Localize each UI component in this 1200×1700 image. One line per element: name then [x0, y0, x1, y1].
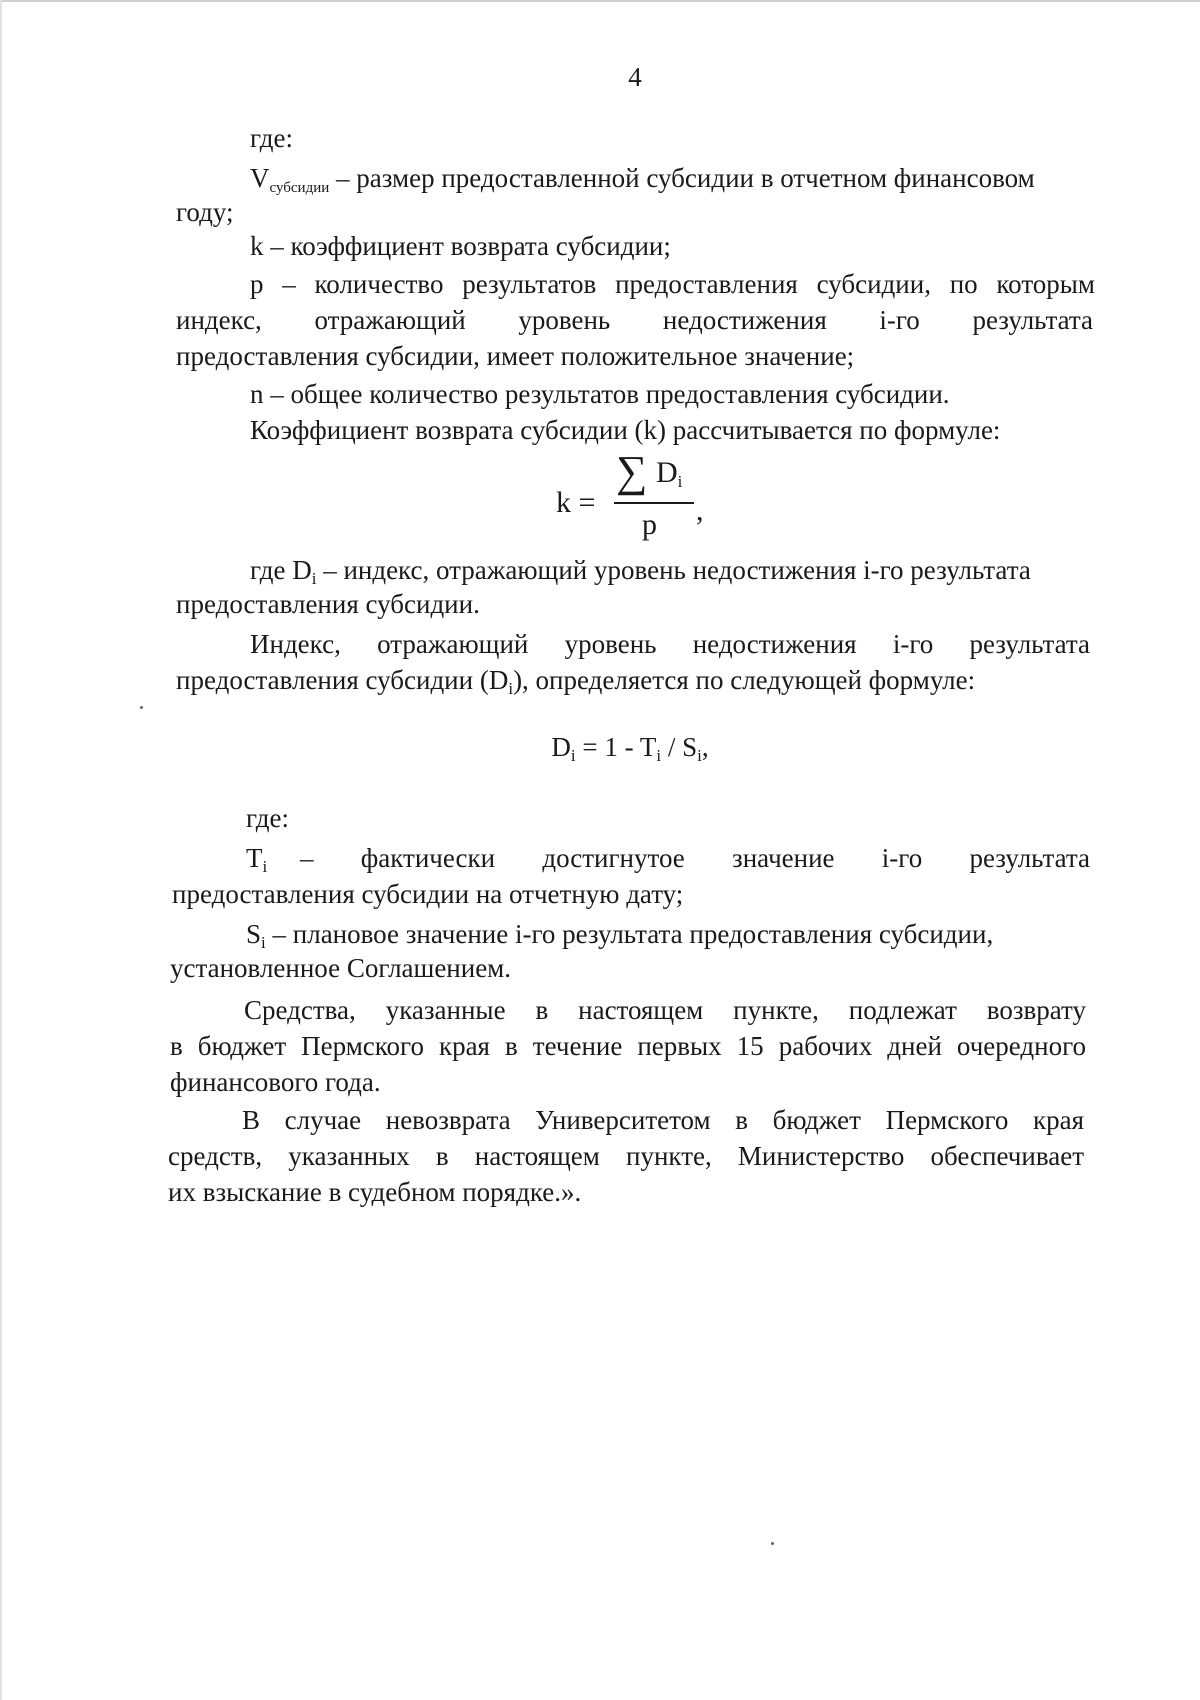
formula-k-intro: Коэффициент возврата субсидии (k) рассчитывается по формуле: — [250, 415, 1001, 445]
scan-speck — [771, 1542, 774, 1545]
refund-paragraph-line-2: в бюджет Пермского края в течение первых 15 рабочих дней очередного — [170, 1031, 1086, 1061]
index-intro-line-2: предоставления субсидии $(D_i)$, определяется по следующей формуле: — [176, 665, 976, 698]
symbol-v: V — [250, 163, 270, 193]
symbol-t: $T_i$ — [246, 843, 268, 876]
definition-n: n – общее количество результатов предоставления субсидии. — [250, 379, 950, 409]
definition-v-text: – размер предоставленной субсидии в отчетном финансовом — [329, 163, 1035, 193]
refund-paragraph-line-3: финансового года. — [170, 1067, 381, 1097]
recovery-paragraph-line-2: средств, указанных в настоящем пункте, Министерство обеспечивает — [168, 1141, 1084, 1171]
definition-p-line-1: p – количество результатов предоставления субсидии, по которым — [250, 269, 1095, 299]
formula-k-comma: , — [696, 494, 704, 527]
index-intro-line-1: Индекс, отражающий уровень недостижения i-го результата — [250, 629, 1090, 659]
definition-v-line — [250, 162, 1035, 194]
fraction-bar — [614, 502, 694, 504]
formula-k-numerator-d: $D_i$ — [656, 456, 683, 491]
formula-k-lhs: k = — [556, 486, 596, 519]
definition-di-line-2: предоставления субсидии. — [176, 589, 480, 619]
definition-ti-line-2: предоставления субсидии на отчетную дату; — [172, 879, 684, 909]
sum-symbol: ∑ — [616, 447, 648, 496]
definition-ti-line-1 — [246, 842, 1090, 874]
formula-k — [556, 447, 716, 546]
page-number: 4 — [628, 62, 642, 92]
definition-p-line-2: индекс, отражающий уровень недостижения i-го результата — [176, 305, 1093, 335]
where-label-1: где: — [250, 123, 293, 153]
recovery-paragraph-line-1: В случае невозврата Университетом в бюджет Пермского края — [242, 1105, 1084, 1135]
scan-speck — [140, 706, 143, 709]
definition-di-line-1: где $D_i$ – индекс, отражающий уровень недостижения i-го результата — [250, 555, 1031, 588]
definition-v-continued: году; — [176, 197, 234, 227]
where-label-2: где: — [246, 803, 289, 833]
formula-d: $D_i = 1 - T_i / S_i$, — [551, 732, 709, 765]
definition-p-line-3: предоставления субсидии, имеет положительное значение; — [176, 341, 855, 371]
recovery-paragraph-line-3: их взыскание в судебном порядке.». — [168, 1177, 582, 1207]
symbol-v-subscript: субсидии — [269, 180, 330, 196]
definition-k: k – коэффициент возврата субсидии; — [250, 231, 671, 261]
definition-si-line-1: $S_i$ – плановое значение i-го результата предоставления субсидии, — [246, 919, 994, 952]
refund-paragraph-line-1: Средства, указанные в настоящем пункте, подлежат возврату — [244, 995, 1086, 1025]
definition-si-line-2: установленное Соглашением. — [170, 953, 512, 983]
definition-ti-text: – фактически достигнутое значение i-го результата — [300, 843, 1090, 873]
scan-left-edge — [0, 0, 2, 1700]
scan-top-edge — [0, 0, 1200, 2]
formula-k-denominator: p — [642, 508, 657, 541]
